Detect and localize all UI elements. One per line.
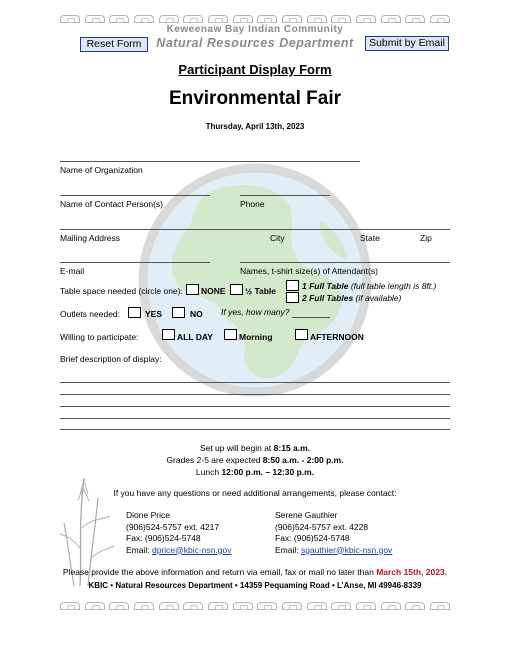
org-name: Keweenaw Bay Indian Community — [166, 24, 344, 35]
afternoon-checkbox[interactable] — [295, 329, 308, 340]
none-checkbox[interactable] — [186, 284, 199, 295]
outlets-no-checkbox[interactable] — [172, 307, 185, 318]
grades-prefix: Grades 2-5 are expected — [166, 455, 263, 465]
reset-form-button[interactable]: Reset Form — [80, 37, 148, 52]
half-table-checkbox[interactable] — [230, 284, 243, 295]
organization-label: Name of Organization — [60, 165, 143, 175]
event-title: Environmental Fair — [168, 88, 342, 109]
two-tables-label: 2 Full Tables — [302, 293, 354, 303]
none-label: NONE — [201, 286, 226, 296]
outlets-yes-checkbox[interactable] — [128, 307, 141, 318]
organization-field[interactable] — [60, 161, 360, 162]
attendants-label: Names, t-shirt size(s) of Attendant(s) — [240, 266, 378, 276]
two-tables-checkbox[interactable] — [286, 292, 299, 303]
how-many-label: If yes, how many? — [221, 307, 290, 317]
description-line-3[interactable] — [60, 406, 450, 407]
mailing-address-field[interactable] — [60, 229, 450, 230]
deadline: March 15th, 2023. — [376, 567, 448, 577]
grades-line — [0, 454, 510, 466]
contact-person-field[interactable] — [60, 195, 210, 196]
full-table-note: (full table length is 8ft.) — [350, 281, 437, 291]
two-tables-row — [302, 293, 401, 303]
description-label: Brief description of display: — [60, 354, 162, 364]
city-label: City — [270, 233, 285, 243]
contact-email-row — [275, 545, 392, 557]
setup-time: 8:15 a.m. — [273, 443, 311, 453]
description-line-1[interactable] — [60, 382, 450, 383]
outlets-label: Outlets needed: — [60, 309, 121, 319]
contact-email-row — [126, 545, 231, 557]
return-text: Please provide the above information and return via email, fax or mail no later than — [62, 567, 377, 577]
contact-email-link[interactable]: dprice@kbic-nsn.gov — [151, 544, 232, 555]
full-table-row — [302, 281, 436, 291]
submit-email-button[interactable]: Submit by Email — [365, 36, 449, 51]
outlets-yes-label: YES — [145, 309, 163, 319]
description-line-2[interactable] — [60, 394, 450, 395]
contact-serene — [275, 510, 392, 556]
contact-email-link[interactable]: sgauthier@kbic-nsn.gov — [300, 544, 393, 555]
all-day-label: ALL DAY — [177, 332, 213, 342]
event-date: Thursday, April 13th, 2023 — [205, 122, 305, 131]
bottom-decorative-border — [60, 600, 450, 612]
contact-person-label: Name of Contact Person(s) — [60, 199, 163, 209]
morning-label: Morning — [239, 332, 273, 342]
contact-email-label: Email: — [275, 544, 301, 555]
contact-dione — [126, 510, 231, 556]
full-table-checkbox[interactable] — [286, 280, 299, 291]
table-space-label: Table space needed (circle one): — [60, 286, 183, 296]
all-day-checkbox[interactable] — [162, 329, 175, 340]
email-label: E-mail — [60, 266, 85, 276]
lunch-time: 12:00 p.m. – 12:30 p.m. — [221, 467, 315, 477]
how-many-field[interactable] — [292, 317, 330, 318]
contact-fax: Fax: (906)524-5748 — [275, 533, 350, 543]
setup-prefix: Set up will begin at — [199, 443, 274, 453]
contact-email-label: Email: — [126, 544, 152, 555]
half-table-label: ½ Table — [245, 286, 277, 296]
willing-label: Willing to participate: — [60, 332, 139, 342]
full-table-label: 1 Full Table — [302, 281, 349, 291]
mailing-address-label: Mailing Address — [60, 233, 121, 243]
attendants-field[interactable] — [240, 262, 450, 263]
dept-name: Natural Resources Department — [156, 36, 354, 50]
description-line-5[interactable] — [60, 429, 450, 430]
description-line-4[interactable] — [60, 418, 450, 419]
grades-time: 8:50 a.m. - 2:00 p.m. — [262, 455, 344, 465]
morning-checkbox[interactable] — [224, 329, 237, 340]
footer-address: KBIC • Natural Resources Department • 14359 Pequaming Road • L’Anse, MI 49946-8339 — [88, 581, 422, 590]
contact-phone: (906)524-5757 ext. 4217 — [126, 521, 220, 532]
setup-line — [0, 442, 510, 454]
contact-phone: (906)524-5757 ext. 4228 — [275, 521, 369, 532]
outlets-no-label: NO — [190, 309, 203, 319]
state-label: State — [360, 233, 380, 243]
return-instructions — [0, 566, 510, 578]
phone-label: Phone — [240, 199, 265, 209]
contact-fax: Fax: (906)524-5748 — [126, 533, 201, 543]
contact-name: Serene Gauthier — [275, 510, 338, 520]
email-field[interactable] — [60, 262, 210, 263]
lunch-prefix: Lunch — [195, 467, 222, 477]
zip-label: Zip — [420, 233, 432, 243]
form-title: Participant Display Form — [178, 62, 332, 77]
phone-field[interactable] — [240, 195, 330, 196]
afternoon-label: AFTERNOON — [310, 332, 364, 342]
contact-name: Dione Price — [126, 510, 170, 520]
two-tables-note: (if available) — [355, 293, 402, 303]
globe-watermark — [135, 160, 375, 400]
contact-intro: If you have any questions or need additional arrangements, please contact: — [113, 488, 397, 498]
